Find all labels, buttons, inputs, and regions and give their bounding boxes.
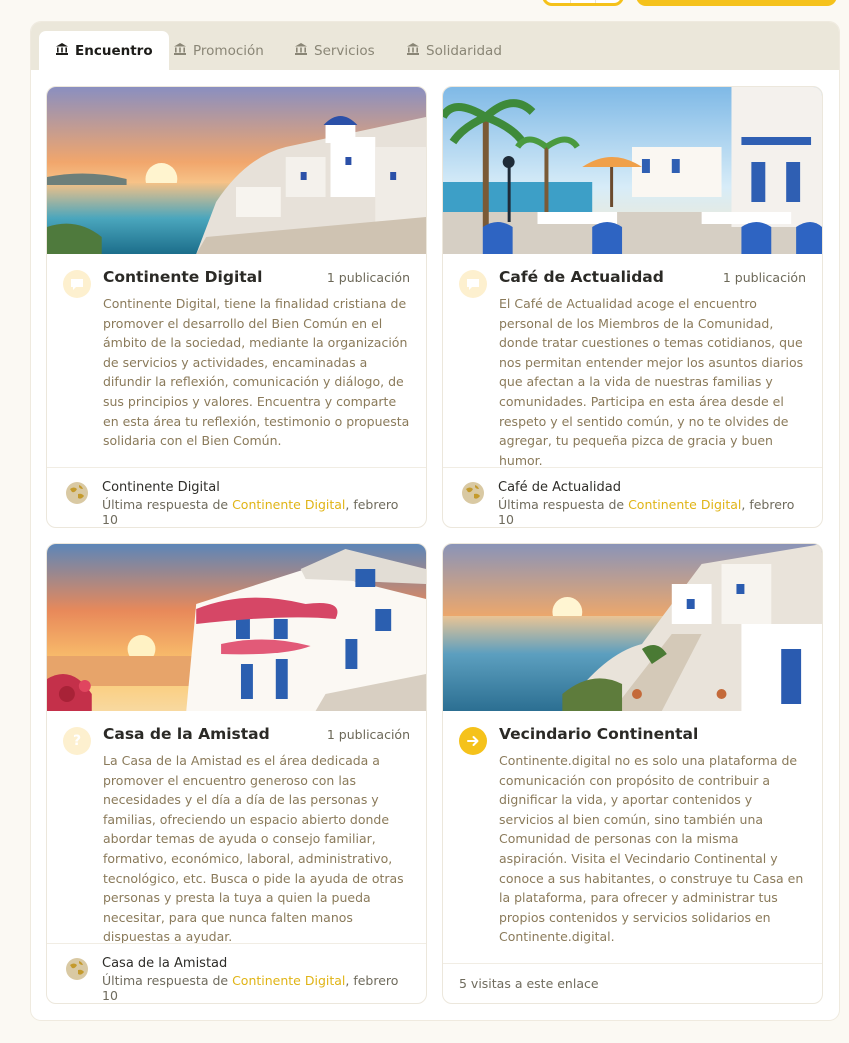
last-reply-author-link[interactable]: Continente Digital bbox=[628, 497, 742, 512]
globe-icon bbox=[65, 957, 89, 981]
last-reply-date: , febrero 10 bbox=[102, 973, 399, 1003]
view-toggle[interactable] bbox=[542, 0, 624, 6]
last-reply-line bbox=[102, 973, 410, 1003]
card-description: La Casa de la Amistad es el área dedicada a promover el encuentro generoso con las necesidades y el día a día de las personas y familias, ofreciendo un espacio abierto donde abordar temas de ayuda o consejo familiar, formativo, económico, laboral, administrativo, tecnológico, etc. Busca o pide la ayuda de otras personas y presta la tuya a quien la pueda necesitar, para que nunca falten manos dispuestas a ayudar. bbox=[103, 753, 404, 945]
question-icon: ? bbox=[63, 727, 91, 755]
tab-label: Promoción bbox=[193, 42, 264, 59]
last-reply-date: , febrero 10 bbox=[102, 497, 399, 527]
bank-icon bbox=[55, 42, 69, 60]
last-topic-title[interactable]: Continente Digital bbox=[102, 480, 220, 495]
card-title[interactable]: Café de Actualidad bbox=[499, 268, 664, 286]
globe-icon bbox=[461, 481, 485, 505]
card-footer bbox=[47, 943, 426, 1003]
last-topic-title[interactable]: Casa de la Amistad bbox=[102, 956, 228, 971]
last-reply-author-link[interactable]: Continente Digital bbox=[232, 497, 346, 512]
bank-icon bbox=[294, 42, 308, 60]
tab-promocion[interactable] bbox=[157, 31, 280, 70]
card-image-house[interactable] bbox=[47, 544, 426, 711]
last-topic-title[interactable]: Café de Actualidad bbox=[498, 480, 621, 495]
forum-panel bbox=[31, 22, 839, 1020]
post-count: 1 publicación bbox=[326, 270, 410, 285]
arrow-right-icon bbox=[459, 727, 487, 755]
last-reply-prefix: Última respuesta de bbox=[498, 497, 629, 512]
card-footer bbox=[443, 963, 822, 1003]
forum-card-cafe-actualidad[interactable] bbox=[442, 86, 823, 528]
globe-icon bbox=[65, 481, 89, 505]
card-description: Continente.digital no es solo una plataforma de comunicación con propósito de contribuir a dignificar la vida, y aportar contenidos y servicios al bien común, sino también una Comunidad de personas con la misma aspiración. Visita el Vecindario Continental y conoce a sus habitantes, o construye tu Casa en la plataforma, para ofrecer y administrar tus propios contenidos y servicios solidarios en Continente.digital. bbox=[499, 753, 804, 945]
last-reply-prefix: Última respuesta de bbox=[102, 973, 233, 988]
forum-card-vecindario-continental[interactable] bbox=[442, 543, 823, 1004]
card-image-cafe[interactable] bbox=[443, 87, 822, 254]
bank-icon bbox=[173, 42, 187, 60]
card-description: El Café de Actualidad acoge el encuentro personal de los Miembros de la Comunidad, donde tratar cuestiones o temas cotidianos, que nos permitan entender mejor los asuntos diarios que afectan a la vida de nuestras familias y comunidades. Participa en esta área desde el respeto y el sentido común, y no te olvides de agregar, tu pequeña pizca de gracia y buen humor. bbox=[499, 296, 804, 468]
last-reply-prefix: Última respuesta de bbox=[102, 497, 233, 512]
forum-card-continente-digital[interactable] bbox=[46, 86, 427, 528]
card-title[interactable]: Continente Digital bbox=[103, 268, 263, 286]
last-reply-author-link[interactable]: Continente Digital bbox=[232, 973, 346, 988]
post-count: 1 publicación bbox=[722, 270, 806, 285]
card-title[interactable]: Vecindario Continental bbox=[499, 725, 699, 743]
card-title[interactable]: Casa de la Amistad bbox=[103, 725, 270, 743]
speech-bubble-icon bbox=[63, 270, 91, 298]
tab-solidaridad[interactable] bbox=[390, 31, 518, 70]
last-reply-date: , febrero 10 bbox=[498, 497, 795, 527]
last-reply-line bbox=[498, 497, 806, 527]
tab-label: Servicios bbox=[314, 42, 375, 59]
last-reply-line bbox=[102, 497, 410, 527]
bank-icon bbox=[406, 42, 420, 60]
card-image-harbor[interactable] bbox=[47, 87, 426, 254]
card-footer bbox=[47, 467, 426, 527]
visit-count: 5 visitas a este enlace bbox=[459, 976, 599, 991]
forum-card-casa-amistad[interactable] bbox=[46, 543, 427, 1004]
tab-encuentro[interactable] bbox=[39, 31, 169, 70]
speech-bubble-icon bbox=[459, 270, 487, 298]
tab-label: Encuentro bbox=[75, 42, 153, 59]
card-description: Continente Digital, tiene la finalidad cristiana de promover el desarrollo del Bien Común en el ámbito de la sociedad, mediante la organización de servicios y actividades, encaminadas a difundir la reflexión, comunicación y diálogo, de sus principios y valores. Encuentra y comparte en esta área tu reflexión, testimonio o propuesta solidaria con el Bien Común. bbox=[103, 296, 410, 449]
new-topic-button[interactable] bbox=[636, 0, 837, 6]
tab-bar bbox=[31, 22, 839, 70]
tab-servicios[interactable] bbox=[278, 31, 391, 70]
post-count: 1 publicación bbox=[326, 727, 410, 742]
card-footer bbox=[443, 467, 822, 527]
card-image-coast[interactable] bbox=[443, 544, 822, 711]
tab-label: Solidaridad bbox=[426, 42, 502, 59]
